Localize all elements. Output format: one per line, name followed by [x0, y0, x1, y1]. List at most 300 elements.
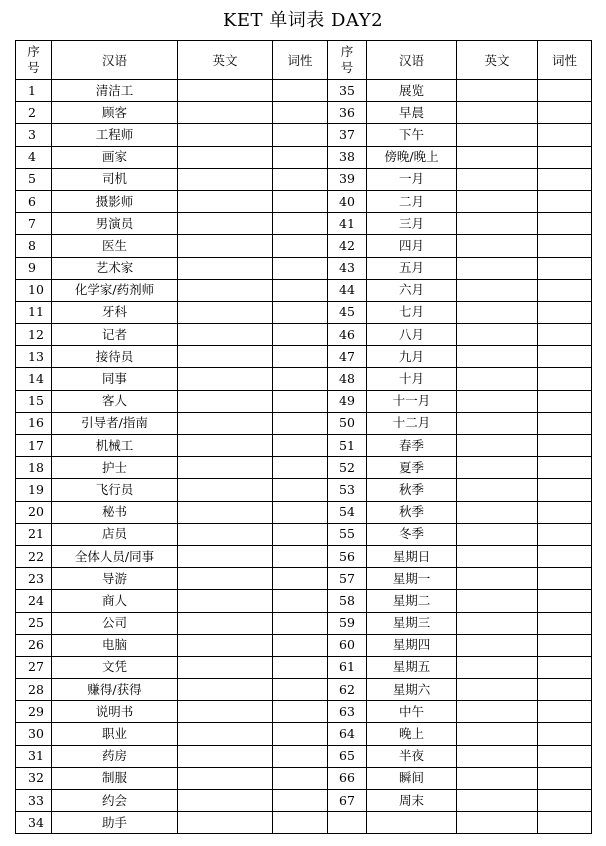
left-pos-cell[interactable]: [273, 767, 328, 789]
table-row: [16, 390, 592, 412]
right-chinese-cell: 秋季: [367, 501, 457, 523]
right-chinese-cell: 早晨: [367, 102, 457, 124]
left-pos-cell[interactable]: [273, 102, 328, 124]
left-english-cell[interactable]: [178, 301, 273, 323]
right-num-cell: 48: [328, 368, 367, 390]
left-english-cell[interactable]: [178, 168, 273, 190]
header-pos-left: 词性: [273, 41, 328, 80]
table-row: [16, 412, 592, 434]
right-chinese-cell: 九月: [367, 346, 457, 368]
left-pos-cell[interactable]: [273, 790, 328, 812]
header-chinese-right: 汉语: [367, 41, 457, 80]
left-english-cell[interactable]: [178, 279, 273, 301]
right-pos-cell[interactable]: [538, 723, 592, 745]
left-chinese-cell: 飞行员: [52, 479, 178, 501]
table-row: [16, 634, 592, 656]
header-english-left: 英文: [178, 41, 273, 80]
left-chinese-cell: 赚得/获得: [52, 679, 178, 701]
left-chinese-cell: 助手: [52, 812, 178, 834]
header-english-right: 英文: [457, 41, 538, 80]
right-pos-cell[interactable]: [538, 102, 592, 124]
right-num-cell: 61: [328, 656, 367, 678]
right-num-cell: 45: [328, 301, 367, 323]
right-english-cell[interactable]: [457, 457, 538, 479]
left-english-cell[interactable]: [178, 812, 273, 834]
left-english-cell[interactable]: [178, 679, 273, 701]
right-english-cell[interactable]: [457, 146, 538, 168]
right-english-cell[interactable]: [457, 679, 538, 701]
left-pos-cell[interactable]: [273, 368, 328, 390]
right-english-cell[interactable]: [457, 346, 538, 368]
left-num-cell: 17: [16, 435, 52, 457]
right-pos-cell[interactable]: [538, 346, 592, 368]
right-num-cell: 54: [328, 501, 367, 523]
left-num-cell: 24: [16, 590, 52, 612]
right-num-cell: 37: [328, 124, 367, 146]
right-num-cell: 66: [328, 767, 367, 789]
left-english-cell[interactable]: [178, 767, 273, 789]
right-pos-cell[interactable]: [538, 745, 592, 767]
right-num-cell: 41: [328, 213, 367, 235]
table-row: [16, 80, 592, 102]
right-num-cell: 49: [328, 390, 367, 412]
right-num-cell: 56: [328, 545, 367, 567]
right-pos-cell[interactable]: [538, 435, 592, 457]
right-english-cell[interactable]: [457, 812, 538, 834]
table-row: [16, 457, 592, 479]
table-row: [16, 124, 592, 146]
right-english-cell[interactable]: [457, 745, 538, 767]
left-pos-cell[interactable]: [273, 612, 328, 634]
right-english-cell[interactable]: [457, 479, 538, 501]
table-row: [16, 435, 592, 457]
left-english-cell[interactable]: [178, 479, 273, 501]
left-chinese-cell: 顾客: [52, 102, 178, 124]
left-num-cell: 4: [16, 146, 52, 168]
table-row: [16, 701, 592, 723]
left-num-cell: 32: [16, 767, 52, 789]
right-english-cell[interactable]: [457, 612, 538, 634]
right-english-cell[interactable]: [457, 435, 538, 457]
table-row: [16, 235, 592, 257]
left-pos-cell[interactable]: [273, 745, 328, 767]
right-english-cell[interactable]: [457, 545, 538, 567]
right-pos-cell[interactable]: [538, 790, 592, 812]
left-num-cell: 21: [16, 523, 52, 545]
right-num-cell: 55: [328, 523, 367, 545]
right-pos-cell[interactable]: [538, 590, 592, 612]
left-chinese-cell: 导游: [52, 568, 178, 590]
left-english-cell[interactable]: [178, 257, 273, 279]
left-english-cell[interactable]: [178, 213, 273, 235]
right-pos-cell[interactable]: [538, 457, 592, 479]
right-pos-cell[interactable]: [538, 612, 592, 634]
right-num-cell: 58: [328, 590, 367, 612]
right-chinese-cell: 夏季: [367, 457, 457, 479]
right-english-cell[interactable]: [457, 213, 538, 235]
left-num-cell: 33: [16, 790, 52, 812]
left-chinese-cell: 商人: [52, 590, 178, 612]
table-row: [16, 479, 592, 501]
table-row: [16, 612, 592, 634]
left-num-cell: 23: [16, 568, 52, 590]
left-chinese-cell: 店员: [52, 523, 178, 545]
right-chinese-cell: 二月: [367, 190, 457, 212]
left-chinese-cell: 化学家/药剂师: [52, 279, 178, 301]
right-english-cell[interactable]: [457, 767, 538, 789]
table-row: [16, 767, 592, 789]
right-pos-cell[interactable]: [538, 501, 592, 523]
table-row: [16, 324, 592, 346]
left-num-cell: 25: [16, 612, 52, 634]
header-num-left: [16, 41, 52, 80]
header-num-right-line1: 序: [340, 44, 354, 59]
right-pos-cell[interactable]: [538, 80, 592, 102]
right-chinese-cell: 八月: [367, 324, 457, 346]
right-pos-cell[interactable]: [538, 146, 592, 168]
left-english-cell[interactable]: [178, 612, 273, 634]
left-english-cell[interactable]: [178, 435, 273, 457]
left-english-cell[interactable]: [178, 80, 273, 102]
right-chinese-cell: 冬季: [367, 523, 457, 545]
right-pos-cell[interactable]: [538, 479, 592, 501]
left-english-cell[interactable]: [178, 102, 273, 124]
table-body: [16, 80, 592, 834]
left-num-cell: 27: [16, 656, 52, 678]
left-chinese-cell: 电脑: [52, 634, 178, 656]
left-num-cell: 6: [16, 190, 52, 212]
left-num-cell: 9: [16, 257, 52, 279]
table-row: [16, 301, 592, 323]
left-pos-cell[interactable]: [273, 124, 328, 146]
right-num-cell: 39: [328, 168, 367, 190]
right-pos-cell[interactable]: [538, 235, 592, 257]
left-english-cell[interactable]: [178, 368, 273, 390]
left-num-cell: 7: [16, 213, 52, 235]
table-row: [16, 812, 592, 834]
left-pos-cell[interactable]: [273, 590, 328, 612]
right-chinese-cell: 晚上: [367, 723, 457, 745]
left-num-cell: 11: [16, 301, 52, 323]
table-row: [16, 523, 592, 545]
left-num-cell: 10: [16, 279, 52, 301]
left-num-cell: 22: [16, 545, 52, 567]
right-chinese-cell: 一月: [367, 168, 457, 190]
right-pos-cell[interactable]: [538, 679, 592, 701]
right-english-cell[interactable]: [457, 324, 538, 346]
left-num-cell: 31: [16, 745, 52, 767]
left-pos-cell[interactable]: [273, 301, 328, 323]
right-chinese-cell: 瞬间: [367, 767, 457, 789]
table-row: [16, 102, 592, 124]
left-pos-cell[interactable]: [273, 390, 328, 412]
right-english-cell[interactable]: [457, 301, 538, 323]
right-pos-cell[interactable]: [538, 124, 592, 146]
right-chinese-cell: 星期日: [367, 545, 457, 567]
left-pos-cell[interactable]: [273, 235, 328, 257]
left-english-cell[interactable]: [178, 523, 273, 545]
right-chinese-cell: 星期五: [367, 656, 457, 678]
table-row: [16, 346, 592, 368]
left-chinese-cell: 药房: [52, 745, 178, 767]
left-pos-cell[interactable]: [273, 723, 328, 745]
left-num-cell: 20: [16, 501, 52, 523]
left-num-cell: 2: [16, 102, 52, 124]
page-title: KET 单词表 DAY2: [222, 10, 384, 31]
right-english-cell[interactable]: [457, 168, 538, 190]
left-english-cell[interactable]: [178, 235, 273, 257]
right-num-cell: 35: [328, 80, 367, 102]
left-english-cell[interactable]: [178, 634, 273, 656]
right-num-cell: 50: [328, 412, 367, 434]
left-chinese-cell: 引导者/指南: [52, 412, 178, 434]
right-num-cell: 44: [328, 279, 367, 301]
left-pos-cell[interactable]: [273, 457, 328, 479]
left-chinese-cell: 同事: [52, 368, 178, 390]
right-english-cell[interactable]: [457, 523, 538, 545]
left-pos-cell[interactable]: [273, 346, 328, 368]
right-num-cell: 43: [328, 257, 367, 279]
right-pos-cell[interactable]: [538, 523, 592, 545]
right-english-cell[interactable]: [457, 279, 538, 301]
right-num-cell: 53: [328, 479, 367, 501]
left-chinese-cell: 文凭: [52, 656, 178, 678]
right-chinese-cell: 十月: [367, 368, 457, 390]
header-num-left-line1: 序: [27, 44, 40, 59]
right-english-cell[interactable]: [457, 124, 538, 146]
left-pos-cell[interactable]: [273, 435, 328, 457]
left-chinese-cell: 男演员: [52, 213, 178, 235]
right-pos-cell[interactable]: [538, 812, 592, 834]
left-english-cell[interactable]: [178, 124, 273, 146]
right-num-cell: 64: [328, 723, 367, 745]
table-row: [16, 745, 592, 767]
right-num-cell: 38: [328, 146, 367, 168]
left-num-cell: 5: [16, 168, 52, 190]
right-english-cell[interactable]: [457, 368, 538, 390]
left-pos-cell[interactable]: [273, 80, 328, 102]
left-pos-cell[interactable]: [273, 324, 328, 346]
right-pos-cell[interactable]: [538, 701, 592, 723]
left-english-cell[interactable]: [178, 457, 273, 479]
left-num-cell: 1: [16, 80, 52, 102]
right-pos-cell[interactable]: [538, 190, 592, 212]
left-english-cell[interactable]: [178, 790, 273, 812]
left-pos-cell[interactable]: [273, 701, 328, 723]
left-num-cell: 3: [16, 124, 52, 146]
left-num-cell: 34: [16, 812, 52, 834]
left-pos-cell[interactable]: [273, 568, 328, 590]
left-chinese-cell: 秘书: [52, 501, 178, 523]
right-num-cell: 51: [328, 435, 367, 457]
table-row: [16, 568, 592, 590]
right-chinese-cell: 四月: [367, 235, 457, 257]
left-pos-cell[interactable]: [273, 213, 328, 235]
right-english-cell[interactable]: [457, 80, 538, 102]
right-pos-cell[interactable]: [538, 412, 592, 434]
left-english-cell[interactable]: [178, 745, 273, 767]
right-num-cell: 52: [328, 457, 367, 479]
right-english-cell[interactable]: [457, 412, 538, 434]
right-num-cell: 60: [328, 634, 367, 656]
table-row: [16, 257, 592, 279]
left-chinese-cell: 画家: [52, 146, 178, 168]
right-english-cell[interactable]: [457, 190, 538, 212]
left-pos-cell[interactable]: [273, 146, 328, 168]
right-num-cell: 42: [328, 235, 367, 257]
left-num-cell: 14: [16, 368, 52, 390]
left-chinese-cell: 接待员: [52, 346, 178, 368]
right-num-cell: 40: [328, 190, 367, 212]
right-chinese-cell: 十一月: [367, 390, 457, 412]
left-english-cell[interactable]: [178, 590, 273, 612]
table-row: [16, 190, 592, 212]
right-num-cell: 46: [328, 324, 367, 346]
right-chinese-cell: 星期一: [367, 568, 457, 590]
header-chinese-left: 汉语: [52, 41, 178, 80]
left-english-cell[interactable]: [178, 390, 273, 412]
right-pos-cell[interactable]: [538, 213, 592, 235]
right-pos-cell[interactable]: [538, 634, 592, 656]
right-chinese-cell: 五月: [367, 257, 457, 279]
table-row: [16, 590, 592, 612]
right-english-cell[interactable]: [457, 590, 538, 612]
left-chinese-cell: 清洁工: [52, 80, 178, 102]
left-english-cell[interactable]: [178, 146, 273, 168]
header-num-left-line2: 号: [27, 60, 40, 75]
right-english-cell[interactable]: [457, 501, 538, 523]
right-pos-cell[interactable]: [538, 301, 592, 323]
left-chinese-cell: 机械工: [52, 435, 178, 457]
right-chinese-cell: 展览: [367, 80, 457, 102]
right-english-cell[interactable]: [457, 656, 538, 678]
left-chinese-cell: 工程师: [52, 124, 178, 146]
left-english-cell[interactable]: [178, 656, 273, 678]
table-row: [16, 656, 592, 678]
left-chinese-cell: 艺术家: [52, 257, 178, 279]
right-english-cell[interactable]: [457, 790, 538, 812]
table-header-row: [16, 41, 592, 80]
left-chinese-cell: 职业: [52, 723, 178, 745]
table-row: [16, 279, 592, 301]
right-num-cell: 57: [328, 568, 367, 590]
left-pos-cell[interactable]: [273, 257, 328, 279]
right-chinese-cell: 半夜: [367, 745, 457, 767]
right-pos-cell[interactable]: [538, 656, 592, 678]
right-pos-cell[interactable]: [538, 767, 592, 789]
left-english-cell[interactable]: [178, 568, 273, 590]
table-row: [16, 723, 592, 745]
left-chinese-cell: 约会: [52, 790, 178, 812]
left-chinese-cell: 护士: [52, 457, 178, 479]
left-num-cell: 26: [16, 634, 52, 656]
header-num-right-line2: 号: [340, 60, 354, 75]
vocabulary-table: [15, 40, 592, 834]
right-pos-cell[interactable]: [538, 168, 592, 190]
left-pos-cell[interactable]: [273, 190, 328, 212]
right-pos-cell[interactable]: [538, 545, 592, 567]
left-num-cell: 13: [16, 346, 52, 368]
left-english-cell[interactable]: [178, 501, 273, 523]
left-chinese-cell: 客人: [52, 390, 178, 412]
left-chinese-cell: 牙科: [52, 301, 178, 323]
right-english-cell[interactable]: [457, 102, 538, 124]
right-num-cell: 47: [328, 346, 367, 368]
left-english-cell[interactable]: [178, 190, 273, 212]
right-pos-cell[interactable]: [538, 279, 592, 301]
right-english-cell[interactable]: [457, 723, 538, 745]
left-english-cell[interactable]: [178, 324, 273, 346]
table-row: [16, 679, 592, 701]
right-pos-cell[interactable]: [538, 368, 592, 390]
left-pos-cell[interactable]: [273, 412, 328, 434]
left-pos-cell[interactable]: [273, 501, 328, 523]
left-num-cell: 8: [16, 235, 52, 257]
right-chinese-cell: 下午: [367, 124, 457, 146]
right-num-cell: [328, 812, 367, 834]
right-english-cell[interactable]: [457, 634, 538, 656]
left-num-cell: 19: [16, 479, 52, 501]
right-chinese-cell: 周末: [367, 790, 457, 812]
table-row: [16, 501, 592, 523]
left-chinese-cell: 全体人员/同事: [52, 545, 178, 567]
table-row: [16, 146, 592, 168]
right-chinese-cell: 星期六: [367, 679, 457, 701]
right-chinese-cell: 三月: [367, 213, 457, 235]
left-num-cell: 12: [16, 324, 52, 346]
table-row: [16, 790, 592, 812]
header-pos-right: 词性: [538, 41, 592, 80]
header-num-right: [328, 41, 367, 80]
right-pos-cell[interactable]: [538, 257, 592, 279]
right-english-cell[interactable]: [457, 701, 538, 723]
left-pos-cell[interactable]: [273, 279, 328, 301]
left-english-cell[interactable]: [178, 412, 273, 434]
left-english-cell[interactable]: [178, 545, 273, 567]
right-chinese-cell: 星期四: [367, 634, 457, 656]
right-num-cell: 59: [328, 612, 367, 634]
right-english-cell[interactable]: [457, 235, 538, 257]
table-row: [16, 168, 592, 190]
left-pos-cell[interactable]: [273, 634, 328, 656]
right-pos-cell[interactable]: [538, 568, 592, 590]
right-num-cell: 62: [328, 679, 367, 701]
right-pos-cell[interactable]: [538, 390, 592, 412]
left-english-cell[interactable]: [178, 701, 273, 723]
right-english-cell[interactable]: [457, 568, 538, 590]
right-num-cell: 63: [328, 701, 367, 723]
left-chinese-cell: 医生: [52, 235, 178, 257]
right-pos-cell[interactable]: [538, 324, 592, 346]
left-english-cell[interactable]: [178, 723, 273, 745]
left-pos-cell[interactable]: [273, 545, 328, 567]
left-pos-cell[interactable]: [273, 812, 328, 834]
right-num-cell: 36: [328, 102, 367, 124]
right-english-cell[interactable]: [457, 390, 538, 412]
left-pos-cell[interactable]: [273, 168, 328, 190]
right-english-cell[interactable]: [457, 257, 538, 279]
left-pos-cell[interactable]: [273, 523, 328, 545]
right-chinese-cell: 星期二: [367, 590, 457, 612]
left-english-cell[interactable]: [178, 346, 273, 368]
right-num-cell: 67: [328, 790, 367, 812]
left-num-cell: 30: [16, 723, 52, 745]
left-chinese-cell: 公司: [52, 612, 178, 634]
left-pos-cell[interactable]: [273, 656, 328, 678]
left-pos-cell[interactable]: [273, 479, 328, 501]
left-pos-cell[interactable]: [273, 679, 328, 701]
right-chinese-cell: [367, 812, 457, 834]
